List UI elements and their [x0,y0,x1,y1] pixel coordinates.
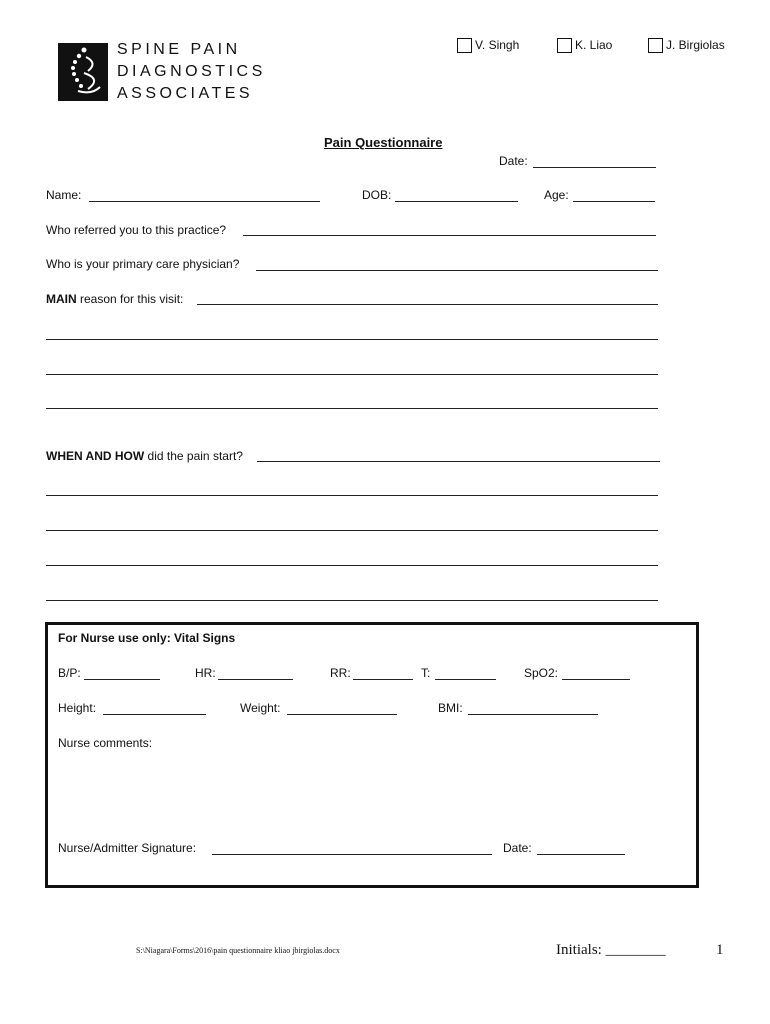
spo2-label: SpO2: [524,666,559,680]
nurse-date-field[interactable] [537,854,625,855]
doctor-liao-checkbox[interactable] [557,38,572,53]
signature-label: Nurse/Admitter Signature: [58,841,197,855]
logo-icon [58,43,108,101]
pain-start-text: did the pain start? [144,449,243,463]
referred-field[interactable] [243,235,656,236]
name-field[interactable] [89,201,320,202]
date-field[interactable] [533,167,656,168]
page-title: Pain Questionnaire [324,135,443,150]
referred-label: Who referred you to this practice? [46,223,227,237]
height-label: Height: [58,701,97,715]
nurse-date-label: Date: [503,841,532,855]
name-label: Name: [46,188,82,202]
pain-start-line-5[interactable] [46,600,658,601]
bmi-field[interactable] [468,714,598,715]
doctor-birgiolas-label: J. Birgiolas [666,38,725,52]
nurse-comments-label: Nurse comments: [58,736,153,750]
initials-field[interactable]: Initials: ________ [556,942,666,958]
age-field[interactable] [573,201,655,202]
bp-label: B/P: [58,666,81,680]
weight-field[interactable] [287,714,397,715]
rr-label: RR: [330,666,351,680]
weight-label: Weight: [240,701,281,715]
main-reason-emphasis: MAIN [46,292,77,306]
date-label: Date: [499,154,528,168]
dob-label: DOB: [362,188,392,202]
doctor-birgiolas-checkbox[interactable] [648,38,663,53]
doctor-singh-label: V. Singh [475,38,520,52]
temperature-label: T: [421,666,431,680]
pcp-field[interactable] [256,270,658,271]
pain-start-line-2[interactable] [46,495,658,496]
file-path: S:\Niagara\Forms\2016\pain questionnaire kliao jbirgiolas.docx [136,946,340,955]
main-reason-line-4[interactable] [46,408,658,409]
doctor-liao-label: K. Liao [575,38,613,52]
logo-line-2: DIAGNOSTICS [117,63,266,80]
bmi-label: BMI: [438,701,463,715]
main-reason-label [46,292,183,306]
logo-line-3: ASSOCIATES [117,85,254,102]
main-reason-line-2[interactable] [46,339,658,340]
pain-start-emphasis: WHEN AND HOW [46,449,145,463]
pain-start-label [46,449,243,463]
main-reason-field[interactable] [197,304,658,305]
pain-start-field[interactable] [257,461,660,462]
spo2-field[interactable] [562,679,630,680]
pcp-label: Who is your primary care physician? [46,257,240,271]
age-label: Age: [544,188,569,202]
rr-field[interactable] [353,679,413,680]
signature-field[interactable] [212,854,492,855]
hr-field[interactable] [218,679,293,680]
main-reason-line-3[interactable] [46,374,658,375]
pain-start-line-3[interactable] [46,530,658,531]
bp-field[interactable] [84,679,160,680]
doctor-singh-checkbox[interactable] [457,38,472,53]
page-number: 1 [716,942,724,958]
hr-label: HR: [195,666,216,680]
temperature-field[interactable] [435,679,496,680]
main-reason-text: reason for this visit: [76,292,184,306]
logo-line-1: SPINE PAIN [117,41,241,58]
pain-start-line-4[interactable] [46,565,658,566]
height-field[interactable] [103,714,206,715]
dob-field[interactable] [395,201,518,202]
nurse-section-title: For Nurse use only: Vital Signs [58,631,236,645]
